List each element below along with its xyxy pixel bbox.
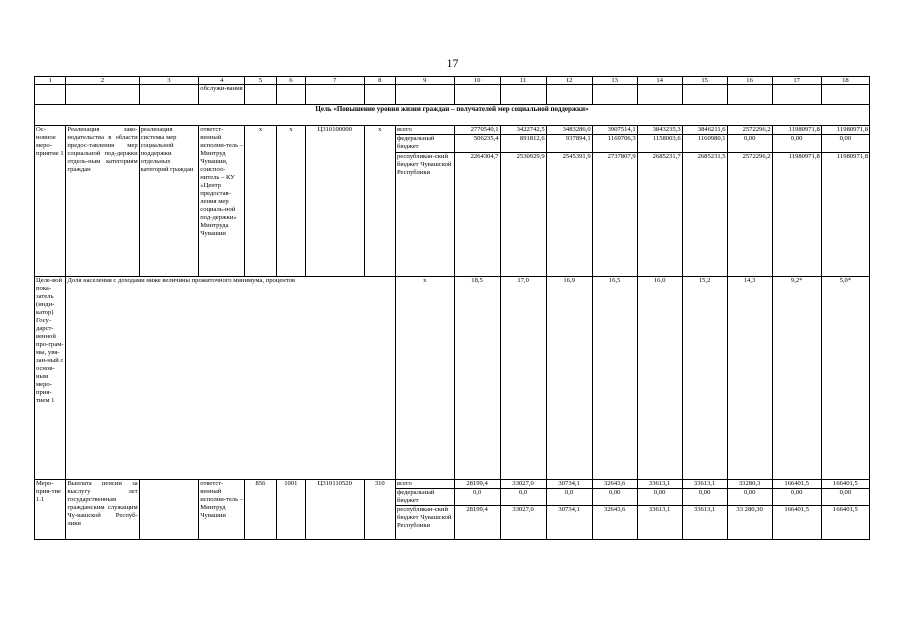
col-header: 3: [139, 77, 199, 85]
value-cell: 33 280,30: [727, 506, 772, 540]
indicator-x: x: [395, 277, 454, 480]
value-cell: 2572296,2: [727, 126, 772, 135]
main-activity-name: Реализация зако-нодательства в области предос-тавления мер социальной под-держки отдель-ным категориям граждан: [66, 126, 139, 277]
measure-result: [139, 480, 199, 540]
value-cell: 166401,5: [772, 506, 821, 540]
indicator-value: 17,0: [500, 277, 546, 480]
value-cell: 891812,6: [500, 135, 546, 153]
col-header: 18: [821, 77, 869, 85]
value-cell: 0,00: [772, 135, 821, 153]
main-activity-result: реализация системы мер социальной поддержки отдельных категорий граждан: [139, 126, 199, 277]
value-cell: 3843235,3: [637, 126, 682, 135]
funding-source: всего: [395, 480, 454, 489]
page-number: 17: [446, 56, 459, 70]
value-cell: 33027,0: [500, 480, 546, 489]
col-header: 17: [772, 77, 821, 85]
value-cell: 11980971,8: [772, 126, 821, 135]
col-header: 12: [546, 77, 592, 85]
value-cell: 33613,1: [637, 506, 682, 540]
value-cell: 32643,6: [592, 506, 637, 540]
value-cell: 0,00: [727, 135, 772, 153]
col-header: 15: [682, 77, 727, 85]
main-activity-c5: x: [245, 126, 276, 277]
value-cell: 0,00: [821, 489, 869, 506]
value-cell: 33613,1: [682, 480, 727, 489]
measure-c8: 310: [364, 480, 395, 540]
value-cell: 30734,1: [546, 506, 592, 540]
goal-row: [35, 105, 870, 126]
value-cell: 1160980,1: [682, 135, 727, 153]
value-cell: 2572296,2: [727, 153, 772, 277]
value-cell: 33613,1: [682, 506, 727, 540]
value-cell: 28199,4: [454, 480, 500, 489]
value-cell: 3907514,1: [592, 126, 637, 135]
value-cell: 166401,5: [821, 480, 869, 489]
col-header: 10: [454, 77, 500, 85]
col-header: 16: [727, 77, 772, 85]
indicator-text: Доля населения с доходами ниже величины прожиточного минимума, процентов: [66, 277, 396, 480]
value-cell: 0,00: [727, 489, 772, 506]
value-cell: 33613,1: [637, 480, 682, 489]
value-cell: 2530929,9: [500, 153, 546, 277]
value-cell: 28199,4: [454, 506, 500, 540]
value-cell: 0,00: [637, 489, 682, 506]
value-cell: 11980971,8: [821, 126, 869, 135]
col-header: 11: [500, 77, 546, 85]
value-cell: 0,0: [500, 489, 546, 506]
main-activity-c6: x: [276, 126, 305, 277]
main-activity-code: Ц310100000: [305, 126, 364, 277]
measure-row: [35, 480, 870, 489]
col-header: 1: [35, 77, 66, 85]
value-cell: 2770540,1: [454, 126, 500, 135]
indicator-value: 16,5: [592, 277, 637, 480]
col-header: 2: [66, 77, 139, 85]
main-activity-c8: x: [364, 126, 395, 277]
value-cell: 0,00: [821, 135, 869, 153]
measure-label: Меро-прия-тие 1.1: [35, 480, 66, 540]
indicator-value: 18,5: [454, 277, 500, 480]
value-cell: 30734,1: [546, 480, 592, 489]
indicator-value: 16,0: [637, 277, 682, 480]
value-cell: 33280,3: [727, 480, 772, 489]
carry-over-text: обслужи-вания: [199, 85, 245, 105]
indicator-value: 9,2*: [772, 277, 821, 480]
funding-source: республикан-ский бюджет Чувашской Республики: [395, 506, 454, 540]
value-cell: 506235,4: [454, 135, 500, 153]
value-cell: 11980971,8: [821, 153, 869, 277]
value-cell: 2685231,5: [682, 153, 727, 277]
measure-name: Выплата пенсии за выслугу лет государственным гражданским служащим Чу-вашской Респуб-лики: [66, 480, 139, 540]
value-cell: 11980971,8: [772, 153, 821, 277]
indicator-value: 15,2: [682, 277, 727, 480]
indicator-value: 14,3: [727, 277, 772, 480]
funding-source: всего: [395, 126, 454, 135]
program-table: [34, 76, 870, 540]
carry-over-row: [35, 85, 870, 105]
value-cell: 0,0: [546, 489, 592, 506]
indicator-row: [35, 277, 870, 480]
measure-code: Ц310110520: [305, 480, 364, 540]
value-cell: 33027,0: [500, 506, 546, 540]
value-cell: 0,0: [454, 489, 500, 506]
indicator-label: Целе-вой пока-затель (инди-катор) Госу-дарст-венной про-грам-мы, увя-зан-ный с основ-ным меро-прия-тием 1: [35, 277, 66, 480]
measure-executor: ответст-венный исполни-тель – Минтруд Чувашии: [199, 480, 245, 540]
value-cell: 2545391,9: [546, 153, 592, 277]
col-header: 8: [364, 77, 395, 85]
main-activity-row: [35, 126, 870, 135]
value-cell: 2264304,7: [454, 153, 500, 277]
value-cell: 3422742,5: [500, 126, 546, 135]
indicator-value: 5,0*: [821, 277, 869, 480]
goal-title: Цель «Повышение уровня жизни граждан – получателей мер социальной поддержки»: [35, 105, 870, 126]
funding-source: федеральный бюджет: [395, 489, 454, 506]
value-cell: 0,00: [592, 489, 637, 506]
value-cell: 0,00: [682, 489, 727, 506]
main-activity-executor: ответст-венный исполни-тель – Минтруд Чувашии, соиспол-нитель – КУ «Центр предостав-ления мер социаль-ной под-держки» Минтруда Чувашии: [199, 126, 245, 277]
main-activity-label: Ос-новное меро-приятие 1: [35, 126, 66, 277]
value-cell: 32643,6: [592, 480, 637, 489]
indicator-value: 16,9: [546, 277, 592, 480]
col-header: 9: [395, 77, 454, 85]
value-cell: 1169706,3: [592, 135, 637, 153]
column-number-row: [35, 77, 870, 85]
value-cell: 2685231,7: [637, 153, 682, 277]
col-header: 13: [592, 77, 637, 85]
col-header: 5: [245, 77, 276, 85]
col-header: 7: [305, 77, 364, 85]
col-header: 6: [276, 77, 305, 85]
measure-c5: 856: [245, 480, 276, 540]
value-cell: 166401,5: [772, 480, 821, 489]
value-cell: 1158003,6: [637, 135, 682, 153]
value-cell: 166401,5: [821, 506, 869, 540]
col-header: 14: [637, 77, 682, 85]
value-cell: 937894,1: [546, 135, 592, 153]
value-cell: 2737807,9: [592, 153, 637, 277]
col-header: 4: [199, 77, 245, 85]
value-cell: 3483286,0: [546, 126, 592, 135]
value-cell: 3846211,6: [682, 126, 727, 135]
funding-source: федеральный бюджет: [395, 135, 454, 153]
measure-c6: 1001: [276, 480, 305, 540]
funding-source: республикан-ский бюджет Чувашской Республики: [395, 153, 454, 277]
value-cell: 0,00: [772, 489, 821, 506]
